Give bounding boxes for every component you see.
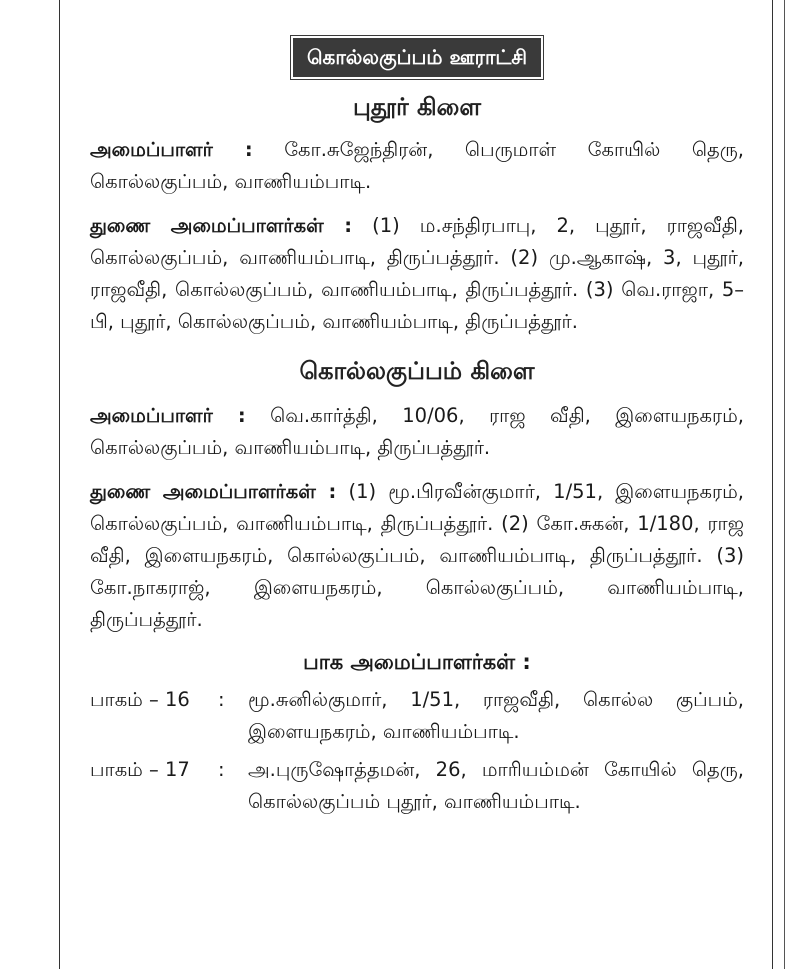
part-colon: : [218, 688, 225, 711]
part-secretaries-title: பாக அமைப்பாளர்கள் : [303, 650, 531, 674]
adjacent-column-border [784, 0, 800, 969]
part-colon: : [218, 758, 225, 781]
branch1-deputies-label: துணை அமைப்பாளர்கள் : [90, 214, 353, 237]
branch1-deputies-text: (1) ம.சந்திரபாபு, 2, புதூர், ராஜவீதி, கொல்லகுப்பம், வாணியம்பாடி, திருப்பத்தூர். (2) மு.ஆகாஷ், 3, புதூர், ராஜவீதி, கொல்லகுப்பம், வாணியம்பாடி, திருப்பத்தூர். (3) வெ.ராஜா, 5–பி, புதூர், கொல்லகுப்பம், வாணியம்பாடி, திருப்பத்தூர். [90, 214, 744, 333]
part-label: பாகம் – 17 [90, 758, 190, 781]
branch2-deputies [90, 476, 744, 636]
branch2-secretary [90, 400, 744, 464]
panchayat-banner: கொல்லகுப்பம் ஊராட்சி [291, 36, 543, 79]
branch1-secretary [90, 134, 744, 198]
part-text: மூ.சுனில்குமார், 1/51, ராஜவீதி, கொல்ல குப்பம், இளையநகரம், வாணியம்பாடி. [248, 688, 744, 743]
banner-wrap [90, 36, 744, 78]
branch1-secretary-text: கோ.சுஜேந்திரன், பெருமாள் கோயில் தெரு, கொல்லகுப்பம், வாணியம்பாடி. [90, 138, 744, 193]
part-text: அ.புருஷோத்தமன், 26, மாரியம்மன் கோயில் தெரு, கொல்லகுப்பம் புதூர், வாணியம்பாடி. [248, 758, 744, 813]
branch2-secretary-label: அமைப்பாளர் : [90, 404, 246, 427]
branch1-title: புதூர் கிளை [352, 93, 482, 121]
branch2-deputies-text: (1) மூ.பிரவீன்குமார், 1/51, இளையநகரம், கொல்லகுப்பம், வாணியம்பாடி, திருப்பத்தூர். (2) கோ.சுகன், 1/180, ராஜ வீதி, இளையநகரம், கொல்லகுப்பம், வாணியம்பாடி, திருப்பத்தூர். (3) கோ.நாகராஜ், இளையநகரம், கொல்லகுப்பம், வாணியம்பாடி, திருப்பத்தூர். [90, 480, 744, 631]
branch2-title: கொல்லகுப்பம் கிளை [299, 357, 535, 385]
branch1-deputies [90, 210, 744, 338]
branch2-deputies-label: துணை அமைப்பாளர்கள் : [90, 480, 337, 503]
part-row [90, 684, 744, 748]
branch2-secretary-text: வெ.கார்த்தி, 10/06, ராஜ வீதி, இளையநகரம், கொல்லகுப்பம், வாணியம்பாடி, திருப்பத்தூர். [90, 404, 744, 459]
part-row [90, 754, 744, 818]
article-column [59, 0, 773, 969]
part-label: பாகம் – 16 [90, 688, 190, 711]
branch1-secretary-label: அமைப்பாளர் : [90, 138, 253, 161]
